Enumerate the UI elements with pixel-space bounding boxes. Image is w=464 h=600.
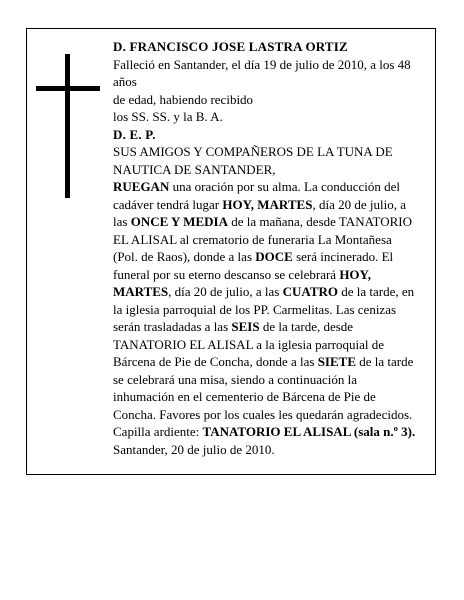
- deceased-name: D. FRANCISCO JOSE LASTRA ORTIZ: [113, 39, 348, 54]
- obituary-text: [113, 38, 418, 458]
- sacraments-line: los SS. SS. y la B. A.: [113, 109, 223, 124]
- body-text: de la mañana, desde TANATORIO EL ALISAL al crematorio de funeraria La Montañesa (Pol. de Raos), donde a las: [113, 214, 413, 264]
- emphasis-text: HOY, MARTES: [222, 196, 313, 212]
- emphasis-text: HOY, MARTES: [113, 266, 371, 299]
- body-text: , día 20 de julio, a las: [168, 284, 283, 299]
- emphasis-text: SEIS: [231, 319, 260, 334]
- death-line: Falleció en Santander, el día 19 de julio de 2010, a los 48 años: [113, 56, 411, 89]
- body-text: de la tarde se celebrará una misa, siendo a continuación la inhumación en el cementerio de Bárcena de Pie de Concha. Favores por los cuales les quedarán agradecidos. Capilla ardiente:: [113, 354, 414, 439]
- body-text: , día 20 de julio, a las: [113, 196, 406, 229]
- emphasis-text: ONCE Y MEDIA: [130, 214, 228, 229]
- emphasis-text: RUEGAN: [113, 179, 170, 194]
- emphasis-text: TANATORIO EL ALISAL (sala n.º 3).: [202, 424, 416, 439]
- emphasis-text: CUATRO: [282, 284, 338, 299]
- emphasis-text: DOCE: [255, 249, 293, 264]
- body-text: de la tarde, desde TANATORIO EL ALISAL a la iglesia parroquial de Bárcena de Pie de Concha, donde a las: [113, 319, 385, 369]
- emphasis-text: SIETE: [317, 354, 356, 369]
- cross-vertical-bar: [65, 54, 70, 198]
- closing-line: Santander, 20 de julio de 2010.: [113, 441, 275, 457]
- age-line: de edad, habiendo recibido: [113, 91, 254, 107]
- cross-horizontal-bar: [36, 86, 100, 91]
- cross-icon: [36, 54, 100, 198]
- mourners-line: SUS AMIGOS Y COMPAÑEROS DE LA TUNA DE NAUTICA DE SANTANDER,: [113, 144, 393, 177]
- body-text: una oración por su alma. La conducción del cadáver tendrá lugar: [113, 179, 401, 212]
- body-text: será incinerado. El funeral por su eterno descanso se celebrará: [113, 249, 394, 282]
- funeral-details-paragraph: [113, 178, 418, 441]
- rip-line: D. E. P.: [113, 126, 156, 142]
- body-text: de la tarde, en la iglesia parroquial de los PP. Carmelitas. Las cenizas serán trasladadas a las: [113, 284, 415, 334]
